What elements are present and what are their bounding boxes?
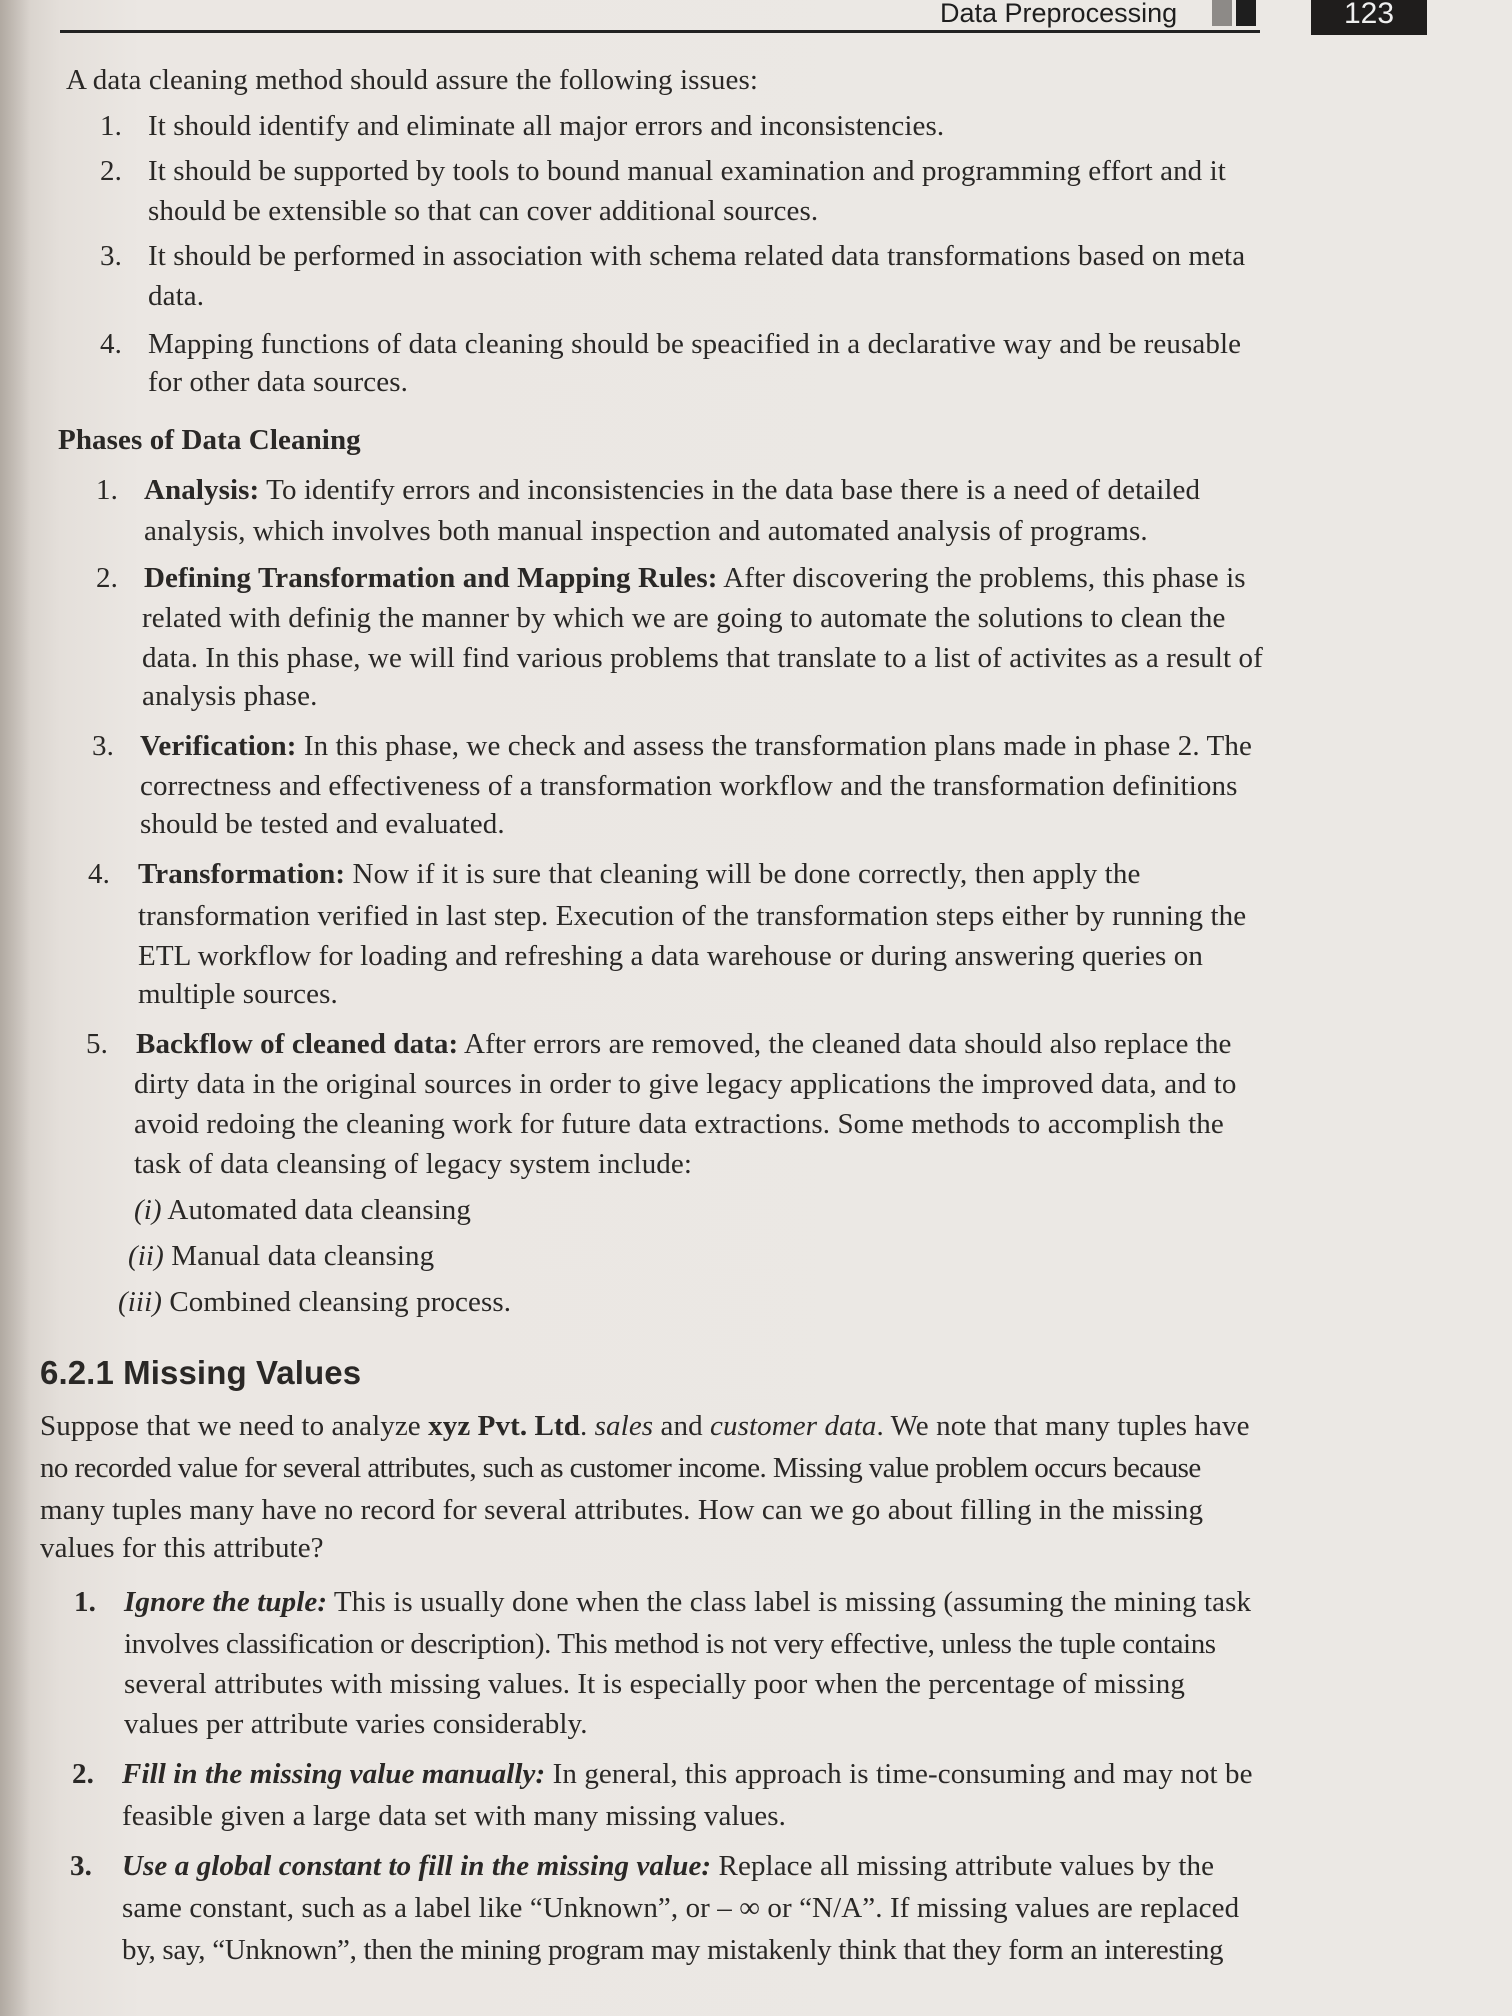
list-item <box>100 240 1245 273</box>
item-text-continued: for other data sources. <box>148 366 408 398</box>
list-item <box>100 328 1241 361</box>
item-text-continued: analysis, which involves both manual inspection and automated analysis of programs. <box>144 515 1148 547</box>
paragraph-line: no recorded value for several attributes, such as customer income. Missing value problem occurs because <box>40 1452 1201 1484</box>
sub-item <box>134 1194 471 1227</box>
item-text-continued: same constant, such as a label like “Unknown”, or – ∞ or “N/A”. If missing values are replaced <box>122 1892 1240 1924</box>
item-text-continued: values per attribute varies considerably. <box>124 1708 588 1740</box>
item-text: It should identify and eliminate all major errors and inconsistencies. <box>148 110 945 142</box>
phases-heading: Phases of Data Cleaning <box>58 424 361 456</box>
item-text-continued: data. In this phase, we will find various problems that translate to a list of activites as a result of <box>142 642 1263 674</box>
item-text: After errors are removed, the cleaned data should also replace the <box>458 1028 1232 1060</box>
sub-item-number: (i) <box>134 1194 162 1226</box>
list-item <box>96 474 1200 507</box>
paragraph-line <box>40 1410 1250 1443</box>
item-number: 2. <box>72 1758 94 1790</box>
book-spine-shadow <box>0 0 30 2016</box>
item-number: 5. <box>86 1028 108 1060</box>
list-item <box>74 1586 1251 1619</box>
paragraph-line: values for this attribute? <box>40 1532 324 1564</box>
item-text-continued: avoid redoing the cleaning work for future data extractions. Some methods to accomplish the <box>134 1108 1224 1140</box>
item-text: It should be supported by tools to bound manual examination and programming effort and it <box>148 155 1226 187</box>
page-number: 123 <box>1311 0 1427 35</box>
item-text-continued: related with definig the manner by which we are going to automate the solutions to clean the <box>142 602 1226 634</box>
paragraph-line: many tuples many have no record for several attributes. How can we go about filling in the missing <box>40 1494 1204 1526</box>
sub-item-text: Combined cleansing process. <box>162 1286 512 1318</box>
list-item <box>92 730 1252 763</box>
item-text-continued: analysis phase. <box>142 680 318 712</box>
company-name: xyz Pvt. Ltd <box>428 1410 580 1442</box>
emphasis: customer data <box>710 1410 877 1442</box>
item-text-continued: feasible given a large data set with many missing values. <box>122 1800 786 1832</box>
list-item <box>72 1758 1253 1791</box>
sub-item <box>128 1240 434 1273</box>
text-span: Suppose that we need to analyze <box>40 1410 429 1442</box>
item-number: 2. <box>96 562 118 594</box>
grey-bar-icon <box>1212 0 1232 26</box>
item-text-continued: by, say, “Unknown”, then the mining program may mistakenly think that they form an interesting <box>122 1934 1224 1966</box>
sub-item <box>118 1286 511 1319</box>
item-text-continued: data. <box>148 280 205 312</box>
item-text: It should be performed in association with schema related data transformations based on meta <box>148 240 1246 272</box>
item-text-continued: dirty data in the original sources in order to give legacy applications the improved data, and to <box>134 1068 1237 1100</box>
page-header <box>0 0 1512 40</box>
item-text-continued: several attributes with missing values. It is especially poor when the percentage of missing <box>124 1668 1185 1700</box>
sub-item-number: (ii) <box>128 1240 164 1272</box>
item-text: To identify errors and inconsistencies in the data base there is a need of detailed <box>259 474 1201 506</box>
item-text-continued: multiple sources. <box>138 978 338 1010</box>
item-number: 1. <box>74 1586 96 1618</box>
item-term: Fill in the missing value manually: <box>122 1758 546 1790</box>
sub-item-text: Manual data cleansing <box>163 1240 435 1272</box>
header-marks-icon <box>1212 0 1256 26</box>
black-bar-icon <box>1236 0 1256 26</box>
item-text-continued: correctness and effectiveness of a transformation workflow and the transformation definitions <box>140 770 1238 802</box>
item-number: 1. <box>96 474 118 506</box>
item-term: Analysis: <box>144 474 260 506</box>
item-text-continued: task of data cleansing of legacy system include: <box>134 1148 693 1180</box>
list-item <box>86 1028 1232 1061</box>
item-text-continued: involves classification or description). This method is not very effective, unless the tuple contains <box>124 1628 1216 1660</box>
header-rule <box>60 30 1260 33</box>
item-term: Use a global constant to fill in the missing value: <box>122 1850 712 1882</box>
emphasis: sales <box>594 1410 654 1442</box>
item-number: 3. <box>100 240 122 272</box>
intro-lead: A data cleaning method should assure the following issues: <box>66 64 759 96</box>
item-text: In general, this approach is time-consuming and may not be <box>545 1758 1253 1790</box>
item-term: Transformation: <box>138 858 346 890</box>
item-text: This is usually done when the class label is missing (assuming the mining task <box>327 1586 1252 1618</box>
item-text: Replace all missing attribute values by the <box>711 1850 1215 1882</box>
item-text: After discovering the problems, this phase is <box>717 562 1246 594</box>
item-text-continued: transformation verified in last step. Execution of the transformation steps either by running the <box>138 900 1247 932</box>
item-text-continued: ETL workflow for loading and refreshing a data warehouse or during answering queries on <box>138 940 1203 972</box>
item-term: Ignore the tuple: <box>124 1586 328 1618</box>
item-text-continued: should be tested and evaluated. <box>140 808 505 840</box>
item-number: 1. <box>100 110 122 142</box>
item-text: Now if it is sure that cleaning will be done correctly, then apply the <box>345 858 1141 890</box>
list-item <box>88 858 1140 891</box>
sub-item-number: (iii) <box>118 1286 162 1318</box>
list-item <box>100 110 944 143</box>
item-text-continued: should be extensible so that can cover additional sources. <box>148 195 819 227</box>
item-number: 4. <box>88 858 110 890</box>
sub-item-text: Automated data cleansing <box>161 1194 471 1226</box>
item-number: 2. <box>100 155 122 187</box>
item-number: 4. <box>100 328 122 360</box>
text-span: . We note that many tuples have <box>876 1410 1250 1442</box>
text-span: . <box>579 1410 595 1442</box>
item-term: Backflow of cleaned data: <box>136 1028 459 1060</box>
item-text: In this phase, we check and assess the transformation plans made in phase 2. The <box>296 730 1252 762</box>
item-term: Verification: <box>140 730 297 762</box>
list-item <box>96 562 1246 595</box>
list-item <box>70 1850 1214 1883</box>
text-span: and <box>653 1410 711 1442</box>
item-text: Mapping functions of data cleaning should be speacified in a declarative way and be reusable <box>148 328 1242 360</box>
item-number: 3. <box>92 730 114 762</box>
section-heading: 6.2.1 Missing Values <box>40 1354 362 1391</box>
item-term: Defining Transformation and Mapping Rules: <box>144 562 718 594</box>
item-number: 3. <box>70 1850 92 1882</box>
running-title: Data Preprocessing <box>940 0 1178 28</box>
list-item <box>100 155 1226 188</box>
